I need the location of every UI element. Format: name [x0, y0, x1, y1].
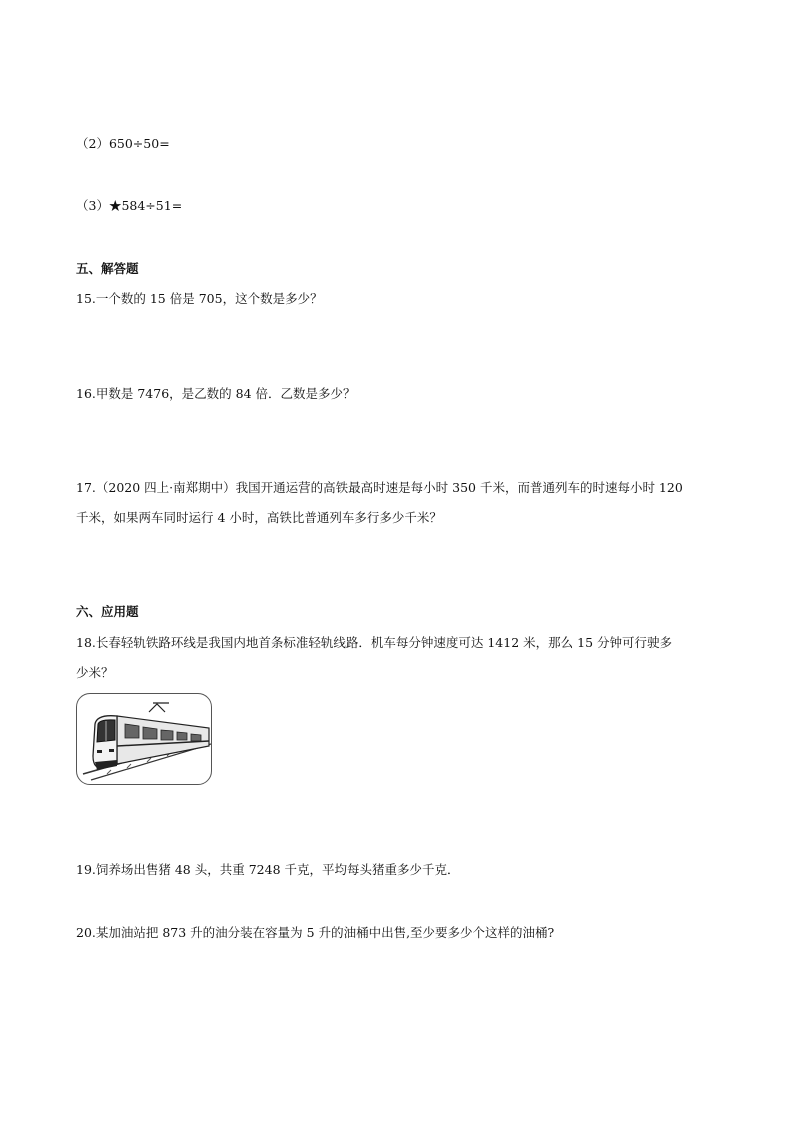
question-14-part-3: （3）★584÷51= — [76, 198, 183, 213]
section-5-heading: 五、解答题 — [76, 261, 139, 276]
question-14-part-2: （2）650÷50= — [76, 136, 170, 151]
light-rail-train-icon — [77, 694, 211, 784]
question-17-line-2: 千米，如果两车同时运行 4 小时，高铁比普通列车多行多少千米？ — [76, 510, 442, 525]
section-6-heading: 六、应用题 — [76, 604, 139, 619]
question-16: 16.甲数是 7476，是乙数的 84 倍．乙数是多少？ — [76, 386, 356, 401]
question-20: 20.某加油站把 873 升的油分装在容量为 5 升的油桶中出售,至少要多少个这样的油桶? — [76, 925, 555, 940]
question-15: 15.一个数的 15 倍是 705，这个数是多少？ — [76, 291, 323, 306]
question-18-line-2: 少米？ — [76, 665, 114, 680]
question-19: 19.饲养场出售猪 48 头，共重 7248 千克，平均每头猪重多少千克． — [76, 862, 460, 877]
question-17-line-1: 17.（2020 四上·南郑期中）我国开通运营的高铁最高时速是每小时 350 千米，而普通列车的时速每小时 120 — [76, 480, 683, 495]
train-illustration — [76, 693, 212, 785]
question-18-line-1: 18.长春轻轨铁路环线是我国内地首条标准轻轨线路．机车每分钟速度可达 1412 米，那么 15 分钟可行驶多 — [76, 635, 672, 650]
